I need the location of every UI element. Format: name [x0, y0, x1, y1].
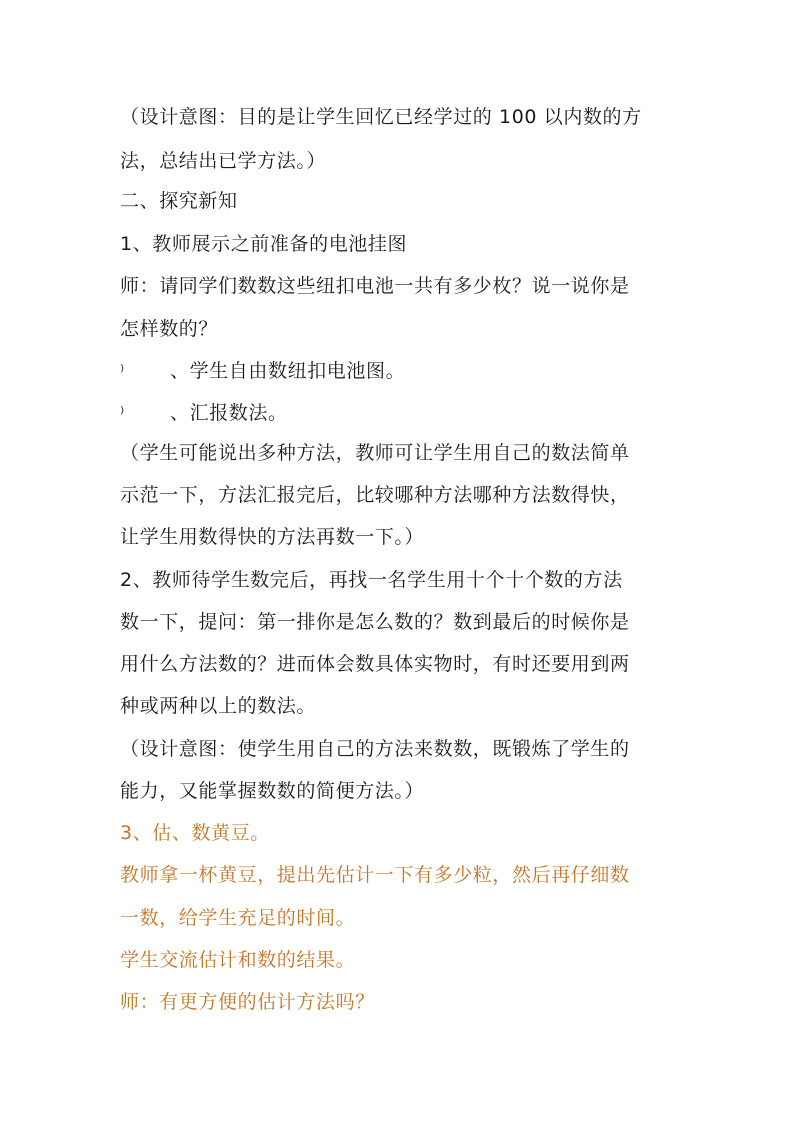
paragraph-line: （学生可能说出多种方法，教师可让学生用自己的数法简单: [120, 442, 630, 464]
paragraph-line: 学生交流估计和数的结果。: [120, 949, 356, 971]
list-item: [120, 400, 700, 427]
paragraph-line: 种或两种以上的数法。: [120, 695, 317, 717]
paragraph-line: （设计意图：使学生用自己的方法来数数，既锻炼了学生的: [120, 738, 630, 760]
paragraph-line: 怎样数的？: [120, 318, 219, 340]
paragraph-line: 示范一下，方法汇报完后，比较哪种方法哪种方法数得快，: [120, 484, 630, 506]
list-marker: ⁾: [120, 404, 125, 424]
paragraph-line: 能力，又能掌握数数的简便方法。）: [120, 780, 425, 802]
paragraph-line: （设计意图：目的是让学生回忆已经学过的 100 以内数的方: [120, 106, 642, 128]
list-item-text: 、汇报数法。: [170, 402, 288, 424]
list-marker: ⁾: [120, 362, 125, 382]
paragraph-line: 让学生用数得快的方法再数一下。）: [120, 526, 425, 548]
paragraph-line: 数一下，提问：第一排你是怎么数的？数到最后的时候你是: [120, 611, 630, 633]
paragraph-line: 一数，给学生充足的时间。: [120, 907, 356, 929]
paragraph-line: 用什么方法数的？进而体会数具体实物时，有时还要用到两: [120, 653, 630, 675]
paragraph-line: 法，总结出已学方法。）: [120, 150, 327, 172]
paragraph-line: 2、教师待学生数完后，再找一名学生用十个十个数的方法: [120, 569, 623, 591]
section-heading: 3、估、数黄豆。: [120, 822, 270, 844]
paragraph-line: 师：有更方便的估计方法吗？: [120, 991, 375, 1013]
list-item-text: 、学生自由数纽扣电池图。: [170, 360, 406, 382]
section-heading: 二、探究新知: [120, 190, 238, 212]
paragraph-line: 教师拿一杯黄豆，提出先估计一下有多少粒，然后再仔细数: [120, 864, 630, 886]
list-item: [120, 358, 700, 385]
paragraph-line: 师：请同学们数数这些纽扣电池一共有多少枚？说一说你是: [120, 275, 630, 297]
paragraph-line: 1、教师展示之前准备的电池挂图: [120, 233, 408, 255]
